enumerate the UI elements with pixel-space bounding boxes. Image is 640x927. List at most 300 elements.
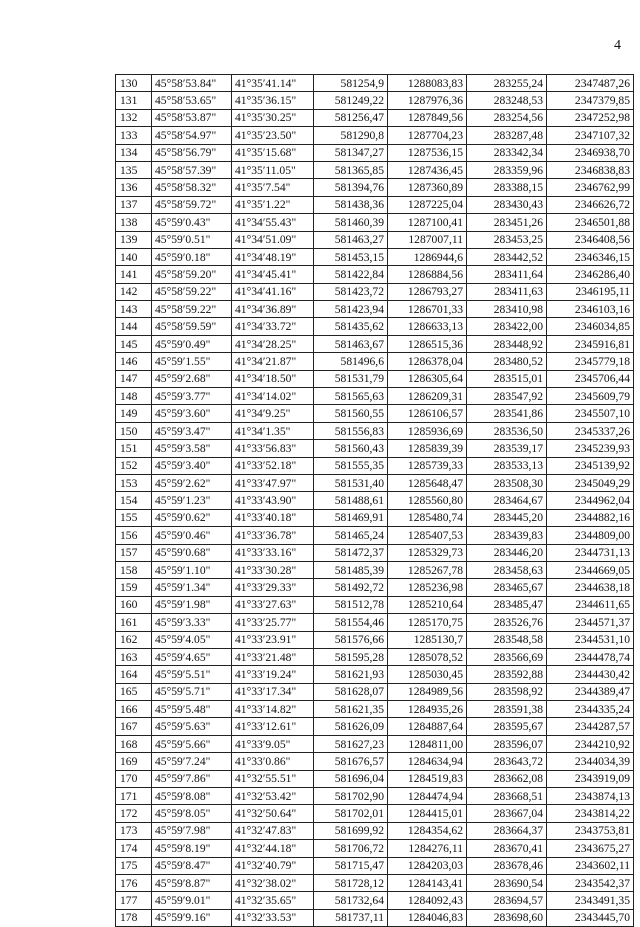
- point-number-cell: 161: [116, 614, 152, 631]
- x2-coordinate-cell: 283536,50: [467, 422, 547, 439]
- y2-coordinate-cell: 2343491,35: [547, 892, 634, 909]
- y2-coordinate-cell: 2344034,39: [547, 753, 634, 770]
- table-row: [116, 492, 634, 509]
- latitude-cell: 45°59′0.49": [152, 335, 232, 352]
- x-coordinate-cell: 581728,12: [314, 874, 388, 891]
- point-number-cell: 147: [116, 370, 152, 387]
- latitude-cell: 45°58′53.87": [152, 109, 232, 126]
- table-row: [116, 631, 634, 648]
- x2-coordinate-cell: 283465,67: [467, 579, 547, 596]
- longitude-cell: 41°35′23.50": [232, 127, 314, 144]
- y2-coordinate-cell: 2346408,56: [547, 231, 634, 248]
- table-row: [116, 596, 634, 613]
- x-coordinate-cell: 581347,27: [314, 144, 388, 161]
- point-number-cell: 178: [116, 909, 152, 926]
- y2-coordinate-cell: 2344962,04: [547, 492, 634, 509]
- x-coordinate-cell: 581463,27: [314, 231, 388, 248]
- y-coordinate-cell: 1284989,56: [388, 683, 467, 700]
- point-number-cell: 133: [116, 127, 152, 144]
- table-row: [116, 822, 634, 839]
- x2-coordinate-cell: 283442,52: [467, 248, 547, 265]
- longitude-cell: 41°33′30.28": [232, 561, 314, 578]
- x2-coordinate-cell: 283410,98: [467, 301, 547, 318]
- point-number-cell: 131: [116, 92, 152, 109]
- x-coordinate-cell: 581706,72: [314, 840, 388, 857]
- y-coordinate-cell: 1284634,94: [388, 753, 467, 770]
- longitude-cell: 41°33′36.78": [232, 527, 314, 544]
- latitude-cell: 45°59′4.65": [152, 648, 232, 665]
- longitude-cell: 41°34′9.25": [232, 405, 314, 422]
- longitude-cell: 41°33′52.18": [232, 457, 314, 474]
- point-number-cell: 155: [116, 509, 152, 526]
- table-row: [116, 788, 634, 805]
- y-coordinate-cell: 1286209,31: [388, 388, 467, 405]
- latitude-cell: 45°59′2.62": [152, 474, 232, 491]
- y-coordinate-cell: 1284935,26: [388, 701, 467, 718]
- longitude-cell: 41°33′40.18": [232, 509, 314, 526]
- latitude-cell: 45°59′5.66": [152, 735, 232, 752]
- x2-coordinate-cell: 283411,63: [467, 283, 547, 300]
- x-coordinate-cell: 581531,79: [314, 370, 388, 387]
- latitude-cell: 45°59′2.68": [152, 370, 232, 387]
- y-coordinate-cell: 1285210,64: [388, 596, 467, 613]
- point-number-cell: 165: [116, 683, 152, 700]
- latitude-cell: 45°58′59.22": [152, 283, 232, 300]
- point-number-cell: 141: [116, 266, 152, 283]
- table-row: [116, 318, 634, 335]
- longitude-cell: 41°34′33.72": [232, 318, 314, 335]
- y2-coordinate-cell: 2343874,13: [547, 788, 634, 805]
- x-coordinate-cell: 581737,11: [314, 909, 388, 926]
- longitude-cell: 41°34′41.16": [232, 283, 314, 300]
- y2-coordinate-cell: 2344882,16: [547, 509, 634, 526]
- longitude-cell: 41°33′0.86": [232, 753, 314, 770]
- y-coordinate-cell: 1285480,74: [388, 509, 467, 526]
- latitude-cell: 45°59′1.10": [152, 561, 232, 578]
- y2-coordinate-cell: 2345139,92: [547, 457, 634, 474]
- x2-coordinate-cell: 283670,41: [467, 840, 547, 857]
- x-coordinate-cell: 581565,63: [314, 388, 388, 405]
- longitude-cell: 41°33′43.90": [232, 492, 314, 509]
- y-coordinate-cell: 1284811,00: [388, 735, 467, 752]
- y-coordinate-cell: 1284415,01: [388, 805, 467, 822]
- longitude-cell: 41°34′48.19": [232, 248, 314, 265]
- latitude-cell: 45°58′59.72": [152, 196, 232, 213]
- x-coordinate-cell: 581488,61: [314, 492, 388, 509]
- x2-coordinate-cell: 283388,15: [467, 179, 547, 196]
- table-row: [116, 301, 634, 318]
- y2-coordinate-cell: 2346626,72: [547, 196, 634, 213]
- point-number-cell: 163: [116, 648, 152, 665]
- x2-coordinate-cell: 283445,20: [467, 509, 547, 526]
- y-coordinate-cell: 1286884,56: [388, 266, 467, 283]
- longitude-cell: 41°33′33.16": [232, 544, 314, 561]
- latitude-cell: 45°59′0.68": [152, 544, 232, 561]
- longitude-cell: 41°34′45.41": [232, 266, 314, 283]
- y2-coordinate-cell: 2345049,29: [547, 474, 634, 491]
- latitude-cell: 45°59′7.24": [152, 753, 232, 770]
- point-number-cell: 177: [116, 892, 152, 909]
- table-row: [116, 457, 634, 474]
- x-coordinate-cell: 581699,92: [314, 822, 388, 839]
- y2-coordinate-cell: 2343542,37: [547, 874, 634, 891]
- y-coordinate-cell: 1285648,47: [388, 474, 467, 491]
- point-number-cell: 137: [116, 196, 152, 213]
- latitude-cell: 45°59′3.47": [152, 422, 232, 439]
- latitude-cell: 45°59′0.51": [152, 231, 232, 248]
- x2-coordinate-cell: 283643,72: [467, 753, 547, 770]
- x-coordinate-cell: 581715,47: [314, 857, 388, 874]
- y2-coordinate-cell: 2346195,11: [547, 283, 634, 300]
- point-number-cell: 151: [116, 440, 152, 457]
- x-coordinate-cell: 581628,07: [314, 683, 388, 700]
- point-number-cell: 157: [116, 544, 152, 561]
- x2-coordinate-cell: 283694,57: [467, 892, 547, 909]
- y-coordinate-cell: 1286305,64: [388, 370, 467, 387]
- x2-coordinate-cell: 283342,34: [467, 144, 547, 161]
- y2-coordinate-cell: 2344611,65: [547, 596, 634, 613]
- y-coordinate-cell: 1287100,41: [388, 214, 467, 231]
- x-coordinate-cell: 581485,39: [314, 561, 388, 578]
- x2-coordinate-cell: 283439,83: [467, 527, 547, 544]
- table-row: [116, 805, 634, 822]
- y2-coordinate-cell: 2347379,85: [547, 92, 634, 109]
- x2-coordinate-cell: 283359,96: [467, 161, 547, 178]
- y-coordinate-cell: 1285130,7: [388, 631, 467, 648]
- x-coordinate-cell: 581702,90: [314, 788, 388, 805]
- point-number-cell: 167: [116, 718, 152, 735]
- y-coordinate-cell: 1285407,53: [388, 527, 467, 544]
- x2-coordinate-cell: 283453,25: [467, 231, 547, 248]
- latitude-cell: 45°59′0.18": [152, 248, 232, 265]
- longitude-cell: 41°32′55.51": [232, 770, 314, 787]
- table-row: [116, 579, 634, 596]
- y-coordinate-cell: 1284046,83: [388, 909, 467, 926]
- y-coordinate-cell: 1285329,73: [388, 544, 467, 561]
- longitude-cell: 41°34′21.87": [232, 353, 314, 370]
- x2-coordinate-cell: 283539,17: [467, 440, 547, 457]
- y2-coordinate-cell: 2347252,98: [547, 109, 634, 126]
- y2-coordinate-cell: 2343675,27: [547, 840, 634, 857]
- y2-coordinate-cell: 2346346,15: [547, 248, 634, 265]
- point-number-cell: 148: [116, 388, 152, 405]
- latitude-cell: 45°59′9.16": [152, 909, 232, 926]
- longitude-cell: 41°35′15.68": [232, 144, 314, 161]
- table-row: [116, 422, 634, 439]
- x2-coordinate-cell: 283458,63: [467, 561, 547, 578]
- y2-coordinate-cell: 2346286,40: [547, 266, 634, 283]
- latitude-cell: 45°59′1.34": [152, 579, 232, 596]
- longitude-cell: 41°35′1.22": [232, 196, 314, 213]
- y2-coordinate-cell: 2344669,05: [547, 561, 634, 578]
- table-row: [116, 231, 634, 248]
- table-row: [116, 718, 634, 735]
- y-coordinate-cell: 1285030,45: [388, 666, 467, 683]
- point-number-cell: 171: [116, 788, 152, 805]
- latitude-cell: 45°58′56.79": [152, 144, 232, 161]
- point-number-cell: 146: [116, 353, 152, 370]
- point-number-cell: 164: [116, 666, 152, 683]
- y-coordinate-cell: 1284203,03: [388, 857, 467, 874]
- y-coordinate-cell: 1288083,83: [388, 75, 467, 92]
- latitude-cell: 45°59′0.62": [152, 509, 232, 526]
- x2-coordinate-cell: 283254,56: [467, 109, 547, 126]
- longitude-cell: 41°34′14.02": [232, 388, 314, 405]
- x-coordinate-cell: 581621,93: [314, 666, 388, 683]
- x-coordinate-cell: 581460,39: [314, 214, 388, 231]
- point-number-cell: 170: [116, 770, 152, 787]
- x2-coordinate-cell: 283451,26: [467, 214, 547, 231]
- latitude-cell: 45°59′5.51": [152, 666, 232, 683]
- x2-coordinate-cell: 283480,52: [467, 353, 547, 370]
- latitude-cell: 45°58′59.22": [152, 301, 232, 318]
- y2-coordinate-cell: 2344389,47: [547, 683, 634, 700]
- latitude-cell: 45°59′5.71": [152, 683, 232, 700]
- y-coordinate-cell: 1286515,36: [388, 335, 467, 352]
- x2-coordinate-cell: 283598,92: [467, 683, 547, 700]
- longitude-cell: 41°32′35.65": [232, 892, 314, 909]
- point-number-cell: 140: [116, 248, 152, 265]
- table-row: [116, 214, 634, 231]
- x-coordinate-cell: 581453,15: [314, 248, 388, 265]
- x2-coordinate-cell: 283662,08: [467, 770, 547, 787]
- latitude-cell: 45°59′0.43": [152, 214, 232, 231]
- point-number-cell: 142: [116, 283, 152, 300]
- point-number-cell: 168: [116, 735, 152, 752]
- x-coordinate-cell: 581560,55: [314, 405, 388, 422]
- y2-coordinate-cell: 2345239,93: [547, 440, 634, 457]
- longitude-cell: 41°33′25.77": [232, 614, 314, 631]
- y-coordinate-cell: 1284276,11: [388, 840, 467, 857]
- longitude-cell: 41°32′53.42": [232, 788, 314, 805]
- longitude-cell: 41°32′40.79": [232, 857, 314, 874]
- longitude-cell: 41°35′30.25": [232, 109, 314, 126]
- x-coordinate-cell: 581676,57: [314, 753, 388, 770]
- table-row: [116, 109, 634, 126]
- table-row: [116, 161, 634, 178]
- y-coordinate-cell: 1284887,64: [388, 718, 467, 735]
- latitude-cell: 45°59′3.60": [152, 405, 232, 422]
- table-row: [116, 874, 634, 891]
- x2-coordinate-cell: 283464,67: [467, 492, 547, 509]
- x2-coordinate-cell: 283446,20: [467, 544, 547, 561]
- point-number-cell: 135: [116, 161, 152, 178]
- x-coordinate-cell: 581422,84: [314, 266, 388, 283]
- y-coordinate-cell: 1287360,89: [388, 179, 467, 196]
- x2-coordinate-cell: 283422,00: [467, 318, 547, 335]
- y-coordinate-cell: 1287704,23: [388, 127, 467, 144]
- longitude-cell: 41°33′14.82": [232, 701, 314, 718]
- x-coordinate-cell: 581496,6: [314, 353, 388, 370]
- point-number-cell: 153: [116, 474, 152, 491]
- x-coordinate-cell: 581621,35: [314, 701, 388, 718]
- table-row: [116, 440, 634, 457]
- y2-coordinate-cell: 2346762,99: [547, 179, 634, 196]
- table-row: [116, 735, 634, 752]
- y2-coordinate-cell: 2344809,00: [547, 527, 634, 544]
- x2-coordinate-cell: 283596,07: [467, 735, 547, 752]
- y2-coordinate-cell: 2345609,79: [547, 388, 634, 405]
- x2-coordinate-cell: 283592,88: [467, 666, 547, 683]
- table-row: [116, 648, 634, 665]
- y-coordinate-cell: 1284143,41: [388, 874, 467, 891]
- x2-coordinate-cell: 283411,64: [467, 266, 547, 283]
- point-number-cell: 136: [116, 179, 152, 196]
- y2-coordinate-cell: 2346501,88: [547, 214, 634, 231]
- x-coordinate-cell: 581512,78: [314, 596, 388, 613]
- x2-coordinate-cell: 283698,60: [467, 909, 547, 926]
- y2-coordinate-cell: 2346034,85: [547, 318, 634, 335]
- latitude-cell: 45°59′7.98": [152, 822, 232, 839]
- y-coordinate-cell: 1286378,04: [388, 353, 467, 370]
- point-number-cell: 152: [116, 457, 152, 474]
- latitude-cell: 45°59′5.63": [152, 718, 232, 735]
- y-coordinate-cell: 1287536,15: [388, 144, 467, 161]
- latitude-cell: 45°59′4.05": [152, 631, 232, 648]
- longitude-cell: 41°33′19.24": [232, 666, 314, 683]
- table-row: [116, 509, 634, 526]
- table-row: [116, 283, 634, 300]
- table-row: [116, 753, 634, 770]
- x2-coordinate-cell: 283430,43: [467, 196, 547, 213]
- latitude-cell: 45°59′3.33": [152, 614, 232, 631]
- y2-coordinate-cell: 2346938,70: [547, 144, 634, 161]
- point-number-cell: 175: [116, 857, 152, 874]
- y-coordinate-cell: 1286633,13: [388, 318, 467, 335]
- latitude-cell: 45°59′9.01": [152, 892, 232, 909]
- table-row: [116, 353, 634, 370]
- y-coordinate-cell: 1286106,57: [388, 405, 467, 422]
- latitude-cell: 45°59′0.46": [152, 527, 232, 544]
- latitude-cell: 45°59′8.87": [152, 874, 232, 891]
- y2-coordinate-cell: 2343919,09: [547, 770, 634, 787]
- table-row: [116, 370, 634, 387]
- x-coordinate-cell: 581256,47: [314, 109, 388, 126]
- table-row: [116, 701, 634, 718]
- y2-coordinate-cell: 2344638,18: [547, 579, 634, 596]
- y-coordinate-cell: 1284092,43: [388, 892, 467, 909]
- y2-coordinate-cell: 2344335,24: [547, 701, 634, 718]
- point-number-cell: 160: [116, 596, 152, 613]
- x-coordinate-cell: 581469,91: [314, 509, 388, 526]
- longitude-cell: 41°35′7.54": [232, 179, 314, 196]
- y-coordinate-cell: 1287436,45: [388, 161, 467, 178]
- latitude-cell: 45°58′59.20": [152, 266, 232, 283]
- y-coordinate-cell: 1287849,56: [388, 109, 467, 126]
- table-row: [116, 196, 634, 213]
- table-row: [116, 857, 634, 874]
- x2-coordinate-cell: 283678,46: [467, 857, 547, 874]
- point-number-cell: 169: [116, 753, 152, 770]
- latitude-cell: 45°58′53.65": [152, 92, 232, 109]
- table-row: [116, 892, 634, 909]
- x-coordinate-cell: 581290,8: [314, 127, 388, 144]
- x-coordinate-cell: 581254,9: [314, 75, 388, 92]
- x-coordinate-cell: 581465,24: [314, 527, 388, 544]
- x-coordinate-cell: 581702,01: [314, 805, 388, 822]
- table-row: [116, 248, 634, 265]
- x-coordinate-cell: 581560,43: [314, 440, 388, 457]
- x2-coordinate-cell: 283526,76: [467, 614, 547, 631]
- x-coordinate-cell: 581394,76: [314, 179, 388, 196]
- latitude-cell: 45°59′8.05": [152, 805, 232, 822]
- latitude-cell: 45°59′1.55": [152, 353, 232, 370]
- x-coordinate-cell: 581595,28: [314, 648, 388, 665]
- y2-coordinate-cell: 2344430,42: [547, 666, 634, 683]
- longitude-cell: 41°32′38.02": [232, 874, 314, 891]
- point-number-cell: 132: [116, 109, 152, 126]
- table-row: [116, 388, 634, 405]
- longitude-cell: 41°33′12.61": [232, 718, 314, 735]
- y2-coordinate-cell: 2344287,57: [547, 718, 634, 735]
- x-coordinate-cell: 581556,83: [314, 422, 388, 439]
- x2-coordinate-cell: 283515,01: [467, 370, 547, 387]
- table-row: [116, 909, 634, 926]
- y-coordinate-cell: 1287976,36: [388, 92, 467, 109]
- y2-coordinate-cell: 2343602,11: [547, 857, 634, 874]
- x2-coordinate-cell: 283668,51: [467, 788, 547, 805]
- y2-coordinate-cell: 2346103,16: [547, 301, 634, 318]
- y2-coordinate-cell: 2343814,22: [547, 805, 634, 822]
- x-coordinate-cell: 581531,40: [314, 474, 388, 491]
- longitude-cell: 41°33′56.83": [232, 440, 314, 457]
- longitude-cell: 41°35′36.15": [232, 92, 314, 109]
- point-number-cell: 138: [116, 214, 152, 231]
- x-coordinate-cell: 581423,94: [314, 301, 388, 318]
- point-number-cell: 159: [116, 579, 152, 596]
- x2-coordinate-cell: 283548,58: [467, 631, 547, 648]
- point-number-cell: 149: [116, 405, 152, 422]
- x2-coordinate-cell: 283533,13: [467, 457, 547, 474]
- y2-coordinate-cell: 2344731,13: [547, 544, 634, 561]
- longitude-cell: 41°34′18.50": [232, 370, 314, 387]
- x2-coordinate-cell: 283664,37: [467, 822, 547, 839]
- y2-coordinate-cell: 2345916,81: [547, 335, 634, 352]
- longitude-cell: 41°32′50.64": [232, 805, 314, 822]
- x2-coordinate-cell: 283485,47: [467, 596, 547, 613]
- point-number-cell: 174: [116, 840, 152, 857]
- x-coordinate-cell: 581627,23: [314, 735, 388, 752]
- y-coordinate-cell: 1285560,80: [388, 492, 467, 509]
- y2-coordinate-cell: 2344531,10: [547, 631, 634, 648]
- longitude-cell: 41°33′17.34": [232, 683, 314, 700]
- y2-coordinate-cell: 2347107,32: [547, 127, 634, 144]
- table-row: [116, 405, 634, 422]
- latitude-cell: 45°59′8.19": [152, 840, 232, 857]
- x2-coordinate-cell: 283255,24: [467, 75, 547, 92]
- y-coordinate-cell: 1285267,78: [388, 561, 467, 578]
- y-coordinate-cell: 1287225,04: [388, 196, 467, 213]
- x-coordinate-cell: 581438,36: [314, 196, 388, 213]
- x2-coordinate-cell: 283541,86: [467, 405, 547, 422]
- x2-coordinate-cell: 283566,69: [467, 648, 547, 665]
- longitude-cell: 41°33′29.33": [232, 579, 314, 596]
- latitude-cell: 45°58′53.84": [152, 75, 232, 92]
- y-coordinate-cell: 1286793,27: [388, 283, 467, 300]
- latitude-cell: 45°59′5.48": [152, 701, 232, 718]
- y-coordinate-cell: 1285739,33: [388, 457, 467, 474]
- x-coordinate-cell: 581435,62: [314, 318, 388, 335]
- y-coordinate-cell: 1284519,83: [388, 770, 467, 787]
- table-row: [116, 527, 634, 544]
- y2-coordinate-cell: 2347487,26: [547, 75, 634, 92]
- point-number-cell: 154: [116, 492, 152, 509]
- coordinates-table-body: [116, 75, 634, 927]
- latitude-cell: 45°58′59.59": [152, 318, 232, 335]
- longitude-cell: 41°34′51.09": [232, 231, 314, 248]
- point-number-cell: 143: [116, 301, 152, 318]
- point-number-cell: 150: [116, 422, 152, 439]
